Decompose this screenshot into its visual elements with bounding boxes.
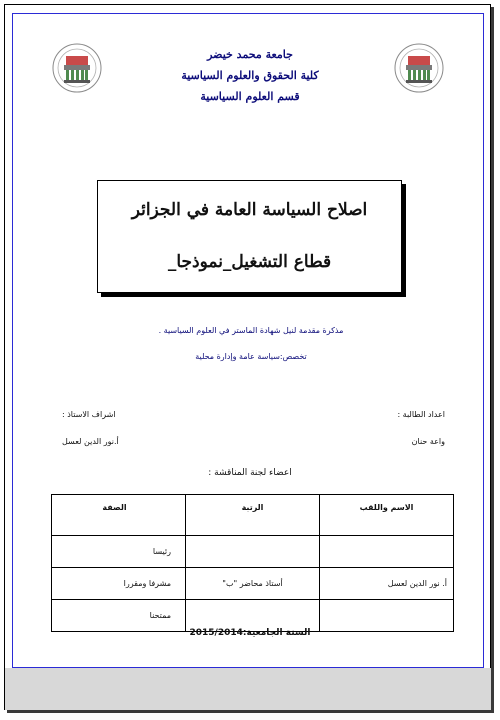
department-name: قسم العلوم السياسية xyxy=(200,90,300,103)
jury-name xyxy=(320,536,454,568)
memo-statement: مذكرة مقدمة لنيل شهادة الماستر في العلوم السياسية . xyxy=(158,326,344,335)
specialization: تخصص:سياسة عامة وإدارة محلية xyxy=(195,352,307,361)
table-row xyxy=(52,536,454,568)
jury-rank: أستاذ محاضر "ب" xyxy=(186,568,320,600)
table-row xyxy=(52,568,454,600)
table-row xyxy=(52,600,454,632)
committee-title: اعضاء لجنة المناقشة : xyxy=(208,468,292,478)
title-box xyxy=(97,180,402,293)
header-name: الاسم واللقب xyxy=(320,495,454,536)
university-name: جامعة محمد خيضر xyxy=(207,48,293,61)
header-role: الصفة xyxy=(52,495,186,536)
jury-rank xyxy=(186,536,320,568)
university-emblem-icon xyxy=(52,43,102,93)
student-name: واعة حنان xyxy=(411,437,445,446)
institution-header xyxy=(150,44,350,107)
header-rank: الرتبة xyxy=(186,495,320,536)
thesis-subtitle: قطاع التشغيل_نموذجا_ xyxy=(167,252,332,272)
jury-table xyxy=(51,494,454,632)
jury-name: أ. نور الدين لعسل xyxy=(320,568,454,600)
faculty-name: كلية الحقوق والعلوم السياسية xyxy=(181,69,319,82)
jury-role: رئيسا xyxy=(52,536,186,568)
jury-rank xyxy=(186,600,320,632)
supervisor-label: اشراف الاستاذ : xyxy=(62,410,116,419)
jury-role: مشرفا ومقررا xyxy=(52,568,186,600)
university-emblem-icon xyxy=(394,43,444,93)
student-label: اعداد الطالبة : xyxy=(397,410,445,419)
thesis-title: اصلاح السياسة العامة في الجزائر xyxy=(131,200,368,220)
page-bottom-strip xyxy=(5,668,491,710)
academic-year: السنة الجامعية:2015/2014 xyxy=(189,628,311,638)
table-header-row xyxy=(52,495,454,536)
jury-role: ممتحنا xyxy=(52,600,186,632)
supervisor-name: أ.نور الدين لعسل xyxy=(62,437,119,446)
jury-name xyxy=(320,600,454,632)
